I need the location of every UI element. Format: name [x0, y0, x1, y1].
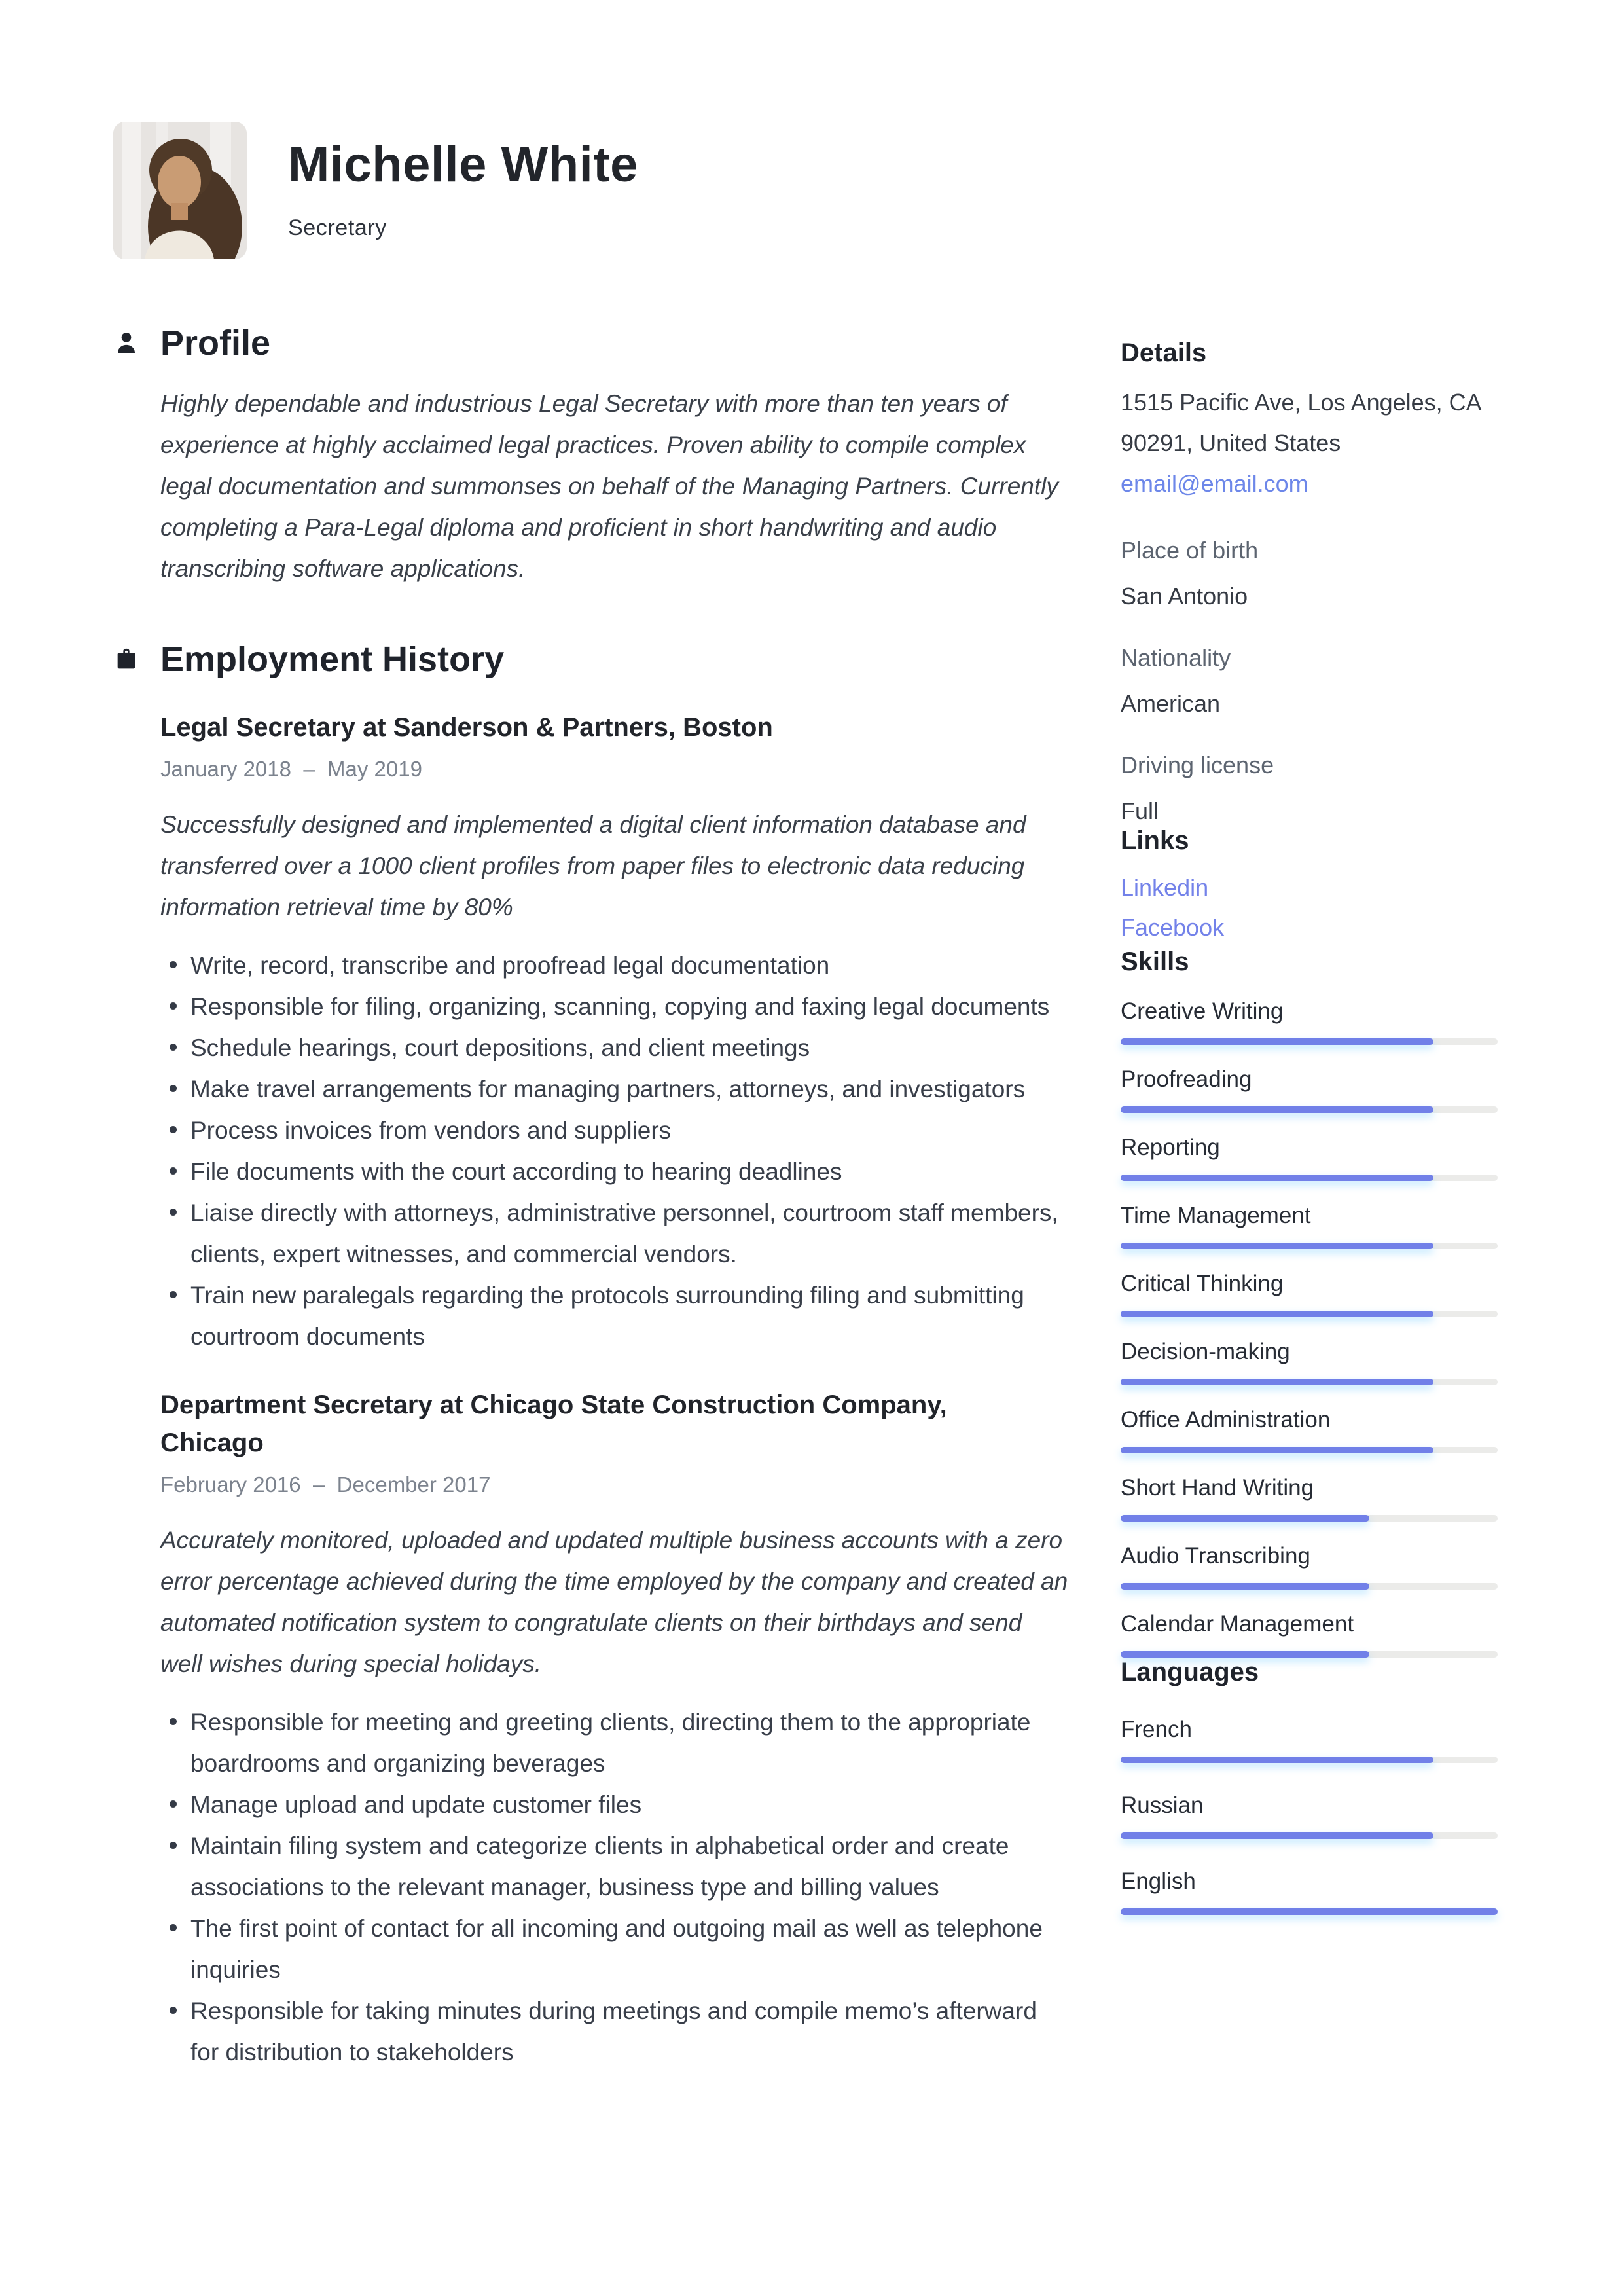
skill-item [1121, 1473, 1498, 1522]
skill-item [1121, 1269, 1498, 1317]
skill-bar-fill [1121, 1651, 1369, 1658]
employment-section-header [113, 639, 1073, 680]
job-summary: Accurately monitored, uploaded and updated multiple business accounts with a zero error percentage achieved during the time employed by the company and created an automated notification system to congratulate clients on their birthdays and send well wishes during special holidays. [160, 1527, 1068, 1677]
language-item [1121, 1867, 1498, 1915]
skill-bar-fill [1121, 1583, 1369, 1590]
skills-heading: Skills [1121, 947, 1189, 976]
employment-section [113, 639, 1073, 2073]
skill-bar [1121, 1583, 1498, 1590]
skill-name: Short Hand Writing [1121, 1475, 1314, 1501]
profile-heading: Profile [160, 323, 271, 363]
skill-name: Critical Thinking [1121, 1271, 1284, 1296]
content-columns [113, 323, 1498, 2073]
skills-list [1121, 996, 1498, 1658]
skill-bar [1121, 1038, 1498, 1045]
language-name: English [1121, 1868, 1196, 1894]
job-bullet: Manage upload and update customer files [160, 1784, 1070, 1825]
skill-name: Decision-making [1121, 1339, 1290, 1364]
job-dates: January 2018 – May 2019 [160, 757, 422, 781]
fact-label: Driving license [1121, 752, 1274, 778]
main-column [113, 323, 1073, 2073]
job-bullet: The first point of contact for all incoming and outgoing mail as well as telephone inquiries [160, 1908, 1070, 1990]
candidate-job-title: Secretary [288, 215, 387, 240]
language-bar [1121, 1908, 1498, 1915]
name-block [288, 122, 638, 241]
employment-heading: Employment History [160, 640, 505, 679]
person-icon [113, 328, 160, 358]
language-bar-fill [1121, 1757, 1433, 1763]
job-dates: February 2016 – December 2017 [160, 1472, 491, 1497]
skill-bar-fill [1121, 1038, 1433, 1045]
skill-bar [1121, 1651, 1498, 1658]
job-summary: Successfully designed and implemented a digital client information database and transferred over a 1000 client profiles from paper files to electronic data reducing information retrieval time by 80% [160, 811, 1026, 920]
skill-item [1121, 1133, 1498, 1181]
fact-label: Nationality [1121, 644, 1231, 671]
language-bar-fill [1121, 1832, 1433, 1839]
skill-name: Audio Transcribing [1121, 1543, 1310, 1569]
job-bullet: Process invoices from vendors and suppliers [160, 1110, 1070, 1151]
skill-bar-fill [1121, 1106, 1433, 1113]
job-bullet: Liaise directly with attorneys, administrative personnel, courtroom staff members, clients, expert witnesses, and commercial vendors. [160, 1192, 1070, 1275]
skill-bar-fill [1121, 1243, 1433, 1249]
skill-bar-fill [1121, 1175, 1433, 1181]
skill-name: Reporting [1121, 1135, 1220, 1160]
job-bullet: Responsible for taking minutes during meetings and compile memo’s afterward for distribution to stakeholders [160, 1990, 1070, 2073]
language-bar-fill [1121, 1908, 1498, 1915]
language-bar [1121, 1832, 1498, 1839]
links-list [1121, 867, 1498, 947]
skill-item [1121, 1337, 1498, 1385]
job-bullet-list [160, 1702, 1070, 2073]
job-bullet: Make travel arrangements for managing partners, attorneys, and investigators [160, 1068, 1070, 1110]
skill-name: Office Administration [1121, 1407, 1331, 1432]
profile-photo [113, 122, 247, 259]
job-bullet: Write, record, transcribe and proofread legal documentation [160, 945, 1070, 986]
skill-bar-fill [1121, 1311, 1433, 1317]
job-bullet: Responsible for filing, organizing, scanning, copying and faxing legal documents [160, 986, 1070, 1027]
language-name: French [1121, 1717, 1192, 1742]
job-bullet: Schedule hearings, court depositions, and client meetings [160, 1027, 1070, 1068]
language-item [1121, 1715, 1498, 1763]
skill-bar [1121, 1379, 1498, 1385]
skill-bar [1121, 1106, 1498, 1113]
social-link-facebook[interactable]: Facebook [1121, 914, 1225, 941]
job-bullet: Responsible for meeting and greeting clients, directing them to the appropriate boardrooms and organizing beverages [160, 1702, 1070, 1784]
candidate-name: Michelle White [288, 137, 638, 192]
skill-bar [1121, 1515, 1498, 1522]
skill-name: Calendar Management [1121, 1611, 1354, 1637]
skill-bar [1121, 1243, 1498, 1249]
skill-bar [1121, 1447, 1498, 1453]
fact-value: American [1121, 690, 1221, 717]
language-name: Russian [1121, 1793, 1204, 1818]
profile-section-header [113, 323, 1073, 363]
job-position-title: Legal Secretary at Sanderson & Partners, Boston [160, 713, 773, 742]
job-bullet: Maintain filing system and categorize clients in alphabetical order and create associations to the relevant manager, business type and billing values [160, 1825, 1070, 1908]
skill-name: Creative Writing [1121, 998, 1284, 1024]
skill-item [1121, 1201, 1498, 1249]
skill-bar-fill [1121, 1447, 1433, 1453]
job-bullet: File documents with the court according to hearing deadlines [160, 1151, 1070, 1192]
sidebar [1121, 323, 1498, 1915]
skill-name: Time Management [1121, 1203, 1311, 1228]
job-bullet: Train new paralegals regarding the protocols surrounding filing and submitting courtroom documents [160, 1275, 1070, 1357]
fact [1121, 536, 1498, 611]
skill-item [1121, 1541, 1498, 1590]
fact [1121, 750, 1498, 826]
job-bullet-list [160, 945, 1070, 1357]
resume-header [113, 122, 638, 259]
personal-facts [1121, 536, 1498, 826]
language-item [1121, 1791, 1498, 1839]
portrait-placeholder-image [113, 122, 247, 259]
profile-section [113, 323, 1073, 589]
fact-label: Place of birth [1121, 537, 1259, 564]
job [160, 708, 1073, 1357]
profile-text: Highly dependable and industrious Legal Secretary with more than ten years of experience at highly acclaimed legal practices. Proven ability to compile complex legal documentation and summonses on behalf of the Managing Partners. Currently completing a Para-Legal diploma and proficient in short handwriting and audio transcribing software applications. [160, 390, 1058, 582]
skill-item [1121, 1609, 1498, 1658]
address-line-2: 90291, United States [1121, 429, 1341, 456]
fact-value: San Antonio [1121, 583, 1248, 610]
job-list [113, 708, 1073, 2073]
languages-list [1121, 1715, 1498, 1915]
skill-bar-fill [1121, 1379, 1433, 1385]
skill-bar [1121, 1311, 1498, 1317]
job [160, 1386, 1073, 2073]
skill-item [1121, 996, 1498, 1045]
links-heading: Links [1121, 826, 1189, 855]
skill-bar [1121, 1175, 1498, 1181]
social-link-linkedin[interactable]: Linkedin [1121, 874, 1209, 901]
skill-bar-fill [1121, 1515, 1369, 1522]
language-bar [1121, 1757, 1498, 1763]
email-link[interactable]: email@email.com [1121, 470, 1308, 497]
address-line-1: 1515 Pacific Ave, Los Angeles, CA [1121, 389, 1482, 416]
details-heading: Details [1121, 338, 1207, 367]
briefcase-icon [113, 644, 160, 674]
skill-item [1121, 1405, 1498, 1453]
languages-heading: Languages [1121, 1658, 1259, 1686]
job-position-title: Department Secretary at Chicago State Construction Company, Chicago [160, 1391, 947, 1457]
skill-name: Proofreading [1121, 1066, 1252, 1092]
skill-item [1121, 1065, 1498, 1113]
fact-value: Full [1121, 797, 1159, 824]
fact [1121, 643, 1498, 719]
